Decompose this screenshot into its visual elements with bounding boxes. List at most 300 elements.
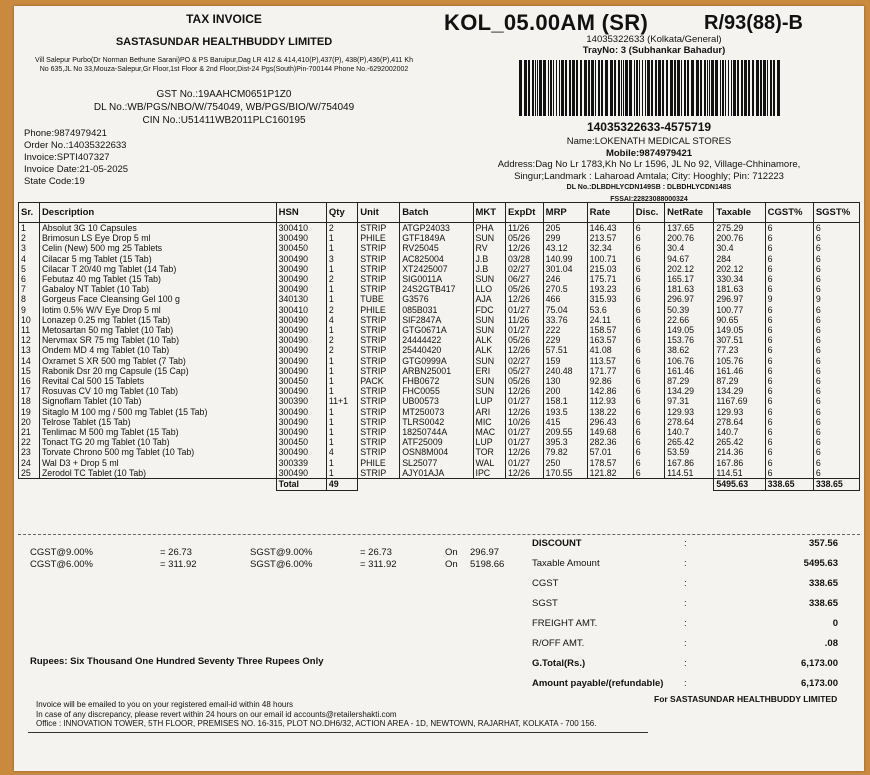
address-line-1: Address:Dag No Lr 1783,Kh No Lr 1596, JL No 92, Village-Chhinamore, — [497, 159, 801, 170]
table-cell: SUN — [473, 356, 505, 366]
table-header-row — [19, 203, 860, 223]
table-cell: 05/26 — [505, 284, 543, 294]
table-cell: PHA — [473, 223, 505, 234]
table-cell: 167.86 — [665, 458, 714, 468]
table-cell: 300490 — [276, 284, 326, 294]
shipping-address — [434, 136, 864, 205]
table-cell: 05/26 — [505, 233, 543, 243]
summary-label: R/OFF AMT. — [532, 638, 585, 649]
table-cell: 163.57 — [587, 335, 633, 345]
table-cell: 6 — [765, 335, 813, 345]
table-row — [19, 315, 860, 325]
table-cell: Gabaloy NT Tablet (10 Tab) — [39, 284, 276, 294]
table-cell: 6 — [633, 264, 664, 274]
barcode-bar — [700, 60, 702, 116]
table-cell: 6 — [813, 274, 859, 284]
table-cell: 300490 — [276, 325, 326, 335]
table-cell: 6 — [813, 335, 859, 345]
table-row — [19, 386, 860, 396]
summary-row — [526, 598, 856, 618]
table-row — [19, 366, 860, 376]
barcode-bar — [572, 60, 575, 116]
table-cell: RV — [473, 243, 505, 253]
table-cell: RV25045 — [400, 243, 473, 253]
barcode-bar — [709, 60, 710, 116]
table-cell: 149.05 — [714, 325, 765, 335]
column-header: Unit — [358, 203, 400, 223]
table-cell: 6 — [633, 254, 664, 264]
summary-value: 338.65 — [808, 598, 838, 609]
table-cell: SUN — [473, 315, 505, 325]
table-cell: 6 — [633, 386, 664, 396]
table-cell: 121.82 — [587, 468, 633, 479]
table-cell: 6 — [765, 223, 813, 234]
barcode-bar — [642, 60, 643, 116]
summary-value: .08 — [824, 638, 838, 649]
table-cell: SUN — [473, 325, 505, 335]
table-cell: 6 — [633, 335, 664, 345]
table-cell: 57.01 — [587, 447, 633, 457]
barcode-bar — [621, 60, 622, 116]
route-ref: R/93(88)-B — [704, 12, 803, 34]
table-cell: 142.86 — [587, 386, 633, 396]
table-cell: 1 — [326, 376, 357, 386]
table-cell: 6 — [765, 315, 813, 325]
table-cell: Wal D3 + Drop 5 ml — [39, 458, 276, 468]
summary-label: DISCOUNT — [532, 538, 582, 549]
table-cell: 105.76 — [714, 356, 765, 366]
table-cell: 9 — [19, 305, 40, 315]
table-row — [19, 264, 860, 274]
column-header: Batch — [400, 203, 473, 223]
table-cell: 2 — [326, 274, 357, 284]
table-cell: 6 — [765, 345, 813, 355]
table-cell: 134.29 — [665, 386, 714, 396]
table-cell: 161.46 — [714, 366, 765, 376]
table-cell: PACK — [358, 376, 400, 386]
barcode-bar — [532, 60, 534, 116]
table-cell: 05/27 — [505, 366, 543, 376]
table-cell: ERI — [473, 366, 505, 376]
table-cell: J.B — [473, 254, 505, 264]
table-cell: 296.97 — [714, 294, 765, 304]
column-header: HSN — [276, 203, 326, 223]
table-cell: 2 — [326, 305, 357, 315]
table-cell: 129.93 — [665, 407, 714, 417]
table-cell: 6 — [813, 356, 859, 366]
table-cell: WAL — [473, 458, 505, 468]
table-cell: 181.63 — [714, 284, 765, 294]
table-cell: 114.51 — [714, 468, 765, 479]
table-cell: 11 — [19, 325, 40, 335]
barcode-bar — [763, 60, 766, 116]
invoice-paper — [14, 6, 864, 771]
table-cell: 300490 — [276, 264, 326, 274]
table-cell: 57.51 — [543, 345, 587, 355]
table-cell: 18 — [19, 396, 40, 406]
barcode-bar — [636, 60, 638, 116]
table-cell: 284 — [714, 254, 765, 264]
address-line-2: Singur;Landmark : Laharoad Amtala; City: Hooghly; Pin: 712223 — [514, 170, 784, 182]
table-cell: 10 — [19, 315, 40, 325]
table-cell: 6 — [633, 356, 664, 366]
table-cell: 193.5 — [543, 407, 587, 417]
table-cell: 30.4 — [665, 243, 714, 253]
table-cell: 340130 — [276, 294, 326, 304]
table-row — [19, 305, 860, 315]
footer-line-1: Invoice will be emailed to you on your registered email-id within 48 hours — [36, 700, 294, 709]
table-cell: 1 — [326, 243, 357, 253]
table-row — [19, 407, 860, 417]
items-table — [18, 202, 860, 491]
table-cell: 87.29 — [665, 376, 714, 386]
table-cell: 300490 — [276, 468, 326, 479]
barcode-bar — [629, 60, 632, 116]
table-cell: 1 — [326, 233, 357, 243]
column-header: Taxable — [714, 203, 765, 223]
table-cell: 1167.69 — [714, 396, 765, 406]
table-cell: 14 — [19, 356, 40, 366]
table-cell: 32.34 — [587, 243, 633, 253]
table-cell: 4 — [326, 447, 357, 457]
company-name: SASTASUNDAR HEALTHBUDDY LIMITED — [115, 36, 333, 48]
table-cell: 25 — [19, 468, 40, 479]
table-cell: ALK — [473, 345, 505, 355]
summary-value: 0 — [832, 618, 838, 629]
table-cell: 2 — [326, 223, 357, 234]
table-cell: STRIP — [358, 223, 400, 234]
barcode-bar — [591, 60, 594, 116]
summary-value: 357.56 — [808, 538, 838, 549]
summary-colon: : — [684, 618, 687, 629]
table-row — [19, 284, 860, 294]
column-header: Description — [39, 203, 276, 223]
barcode-bar — [539, 60, 542, 116]
table-cell: 240.48 — [543, 366, 587, 376]
invoice-title: TAX INVOICE — [186, 12, 262, 26]
cin-number: CIN No.:U51411WB2011PLC160195 — [142, 115, 306, 126]
table-cell: 6 — [633, 294, 664, 304]
table-cell: TOR — [473, 447, 505, 457]
table-cell: 6 — [765, 458, 813, 468]
table-row — [19, 468, 860, 479]
table-cell: Cilacar 5 mg Tablet (15 Tab) — [39, 254, 276, 264]
column-header: CGST% — [765, 203, 813, 223]
table-cell: 8 — [19, 294, 40, 304]
table-cell: 24 — [19, 458, 40, 468]
table-cell: 296.97 — [665, 294, 714, 304]
table-cell: SUN — [473, 386, 505, 396]
invoice-number: Invoice:SPTI407327 — [24, 152, 110, 163]
table-cell: 222 — [543, 325, 587, 335]
table-cell: Tenlimac M 500 mg Tablet (15 Tab) — [39, 427, 276, 437]
table-cell: STRIP — [358, 407, 400, 417]
table-cell: 282.36 — [587, 437, 633, 447]
table-row — [19, 447, 860, 457]
table-cell: 6 — [633, 376, 664, 386]
barcode-bar — [655, 60, 657, 116]
barcode-bar — [548, 60, 549, 116]
table-cell: Telrose Tablet (15 Tab) — [39, 417, 276, 427]
table-cell: 159 — [543, 356, 587, 366]
summary-row — [526, 638, 856, 658]
customer-fssai: FSSAI:22823088000324 — [610, 195, 688, 203]
table-cell: 9 — [813, 294, 859, 304]
table-cell: 395.3 — [543, 437, 587, 447]
table-cell: 300390 — [276, 396, 326, 406]
on6-value: 5198.66 — [470, 559, 505, 570]
table-cell: STRIP — [358, 396, 400, 406]
order-number: Order No.:14035322633 — [24, 140, 127, 151]
table-cell: 158.57 — [587, 325, 633, 335]
table-cell: 6 — [633, 447, 664, 457]
table-cell: LUP — [473, 437, 505, 447]
table-cell: 161.46 — [665, 366, 714, 376]
column-header: Qty — [326, 203, 357, 223]
table-cell: 175.71 — [587, 274, 633, 284]
footer-line-3: Office : INNOVATION TOWER, 5TH FLOOR, PREMISES NO. 16-315, PLOT NO.DH6/32, ACTION AREA - 1D, NEWTOWN, RAJARHAT, KOLKATA - 700 156. — [36, 719, 597, 728]
table-cell: 3 — [326, 254, 357, 264]
total-qty: 49 — [326, 479, 357, 491]
table-cell: 229 — [543, 335, 587, 345]
table-cell: Rabonik Dsr 20 mg Capsule (15 Cap) — [39, 366, 276, 376]
barcode-bar — [756, 60, 759, 116]
table-cell: 300490 — [276, 315, 326, 325]
barcode-bar — [770, 60, 772, 116]
table-row — [19, 427, 860, 437]
barcode-bar — [662, 60, 664, 116]
table-cell: 01/27 — [505, 396, 543, 406]
table-cell: 11/26 — [505, 315, 543, 325]
table-cell: 6 — [765, 396, 813, 406]
barcode-bar — [722, 60, 724, 116]
table-cell: 6 — [765, 427, 813, 437]
barcode-bar — [595, 60, 596, 116]
barcode-bar — [684, 60, 686, 116]
table-cell: 170.55 — [543, 468, 587, 479]
barcode-bar — [737, 60, 739, 116]
table-cell: 085B031 — [400, 305, 473, 315]
table-cell: 265.42 — [665, 437, 714, 447]
table-cell: 12/26 — [505, 345, 543, 355]
table-cell: 1 — [326, 468, 357, 479]
barcode-bar — [777, 60, 780, 116]
table-cell: 1 — [326, 294, 357, 304]
table-cell: STRIP — [358, 417, 400, 427]
table-cell: 6 — [813, 386, 859, 396]
order-location: 14035322633 (Kolkata/General) — [586, 34, 722, 45]
barcode-bar — [645, 60, 646, 116]
table-cell: Cilacar T 20/40 mg Tablet (14 Tab) — [39, 264, 276, 274]
customer-name: Name:LOKENATH MEDICAL STORES — [566, 136, 732, 147]
table-cell: 167.86 — [714, 458, 765, 468]
column-header: MKT — [473, 203, 505, 223]
barcode-bar — [752, 60, 754, 116]
table-cell: 41.08 — [587, 345, 633, 355]
table-cell: Iotim 0.5% W/V Eye Drop 5 ml — [39, 305, 276, 315]
barcode-bar — [553, 60, 554, 116]
summary-value: 5495.63 — [803, 558, 838, 569]
table-cell: 202.12 — [714, 264, 765, 274]
table-cell: 12/26 — [505, 407, 543, 417]
table-cell: 6 — [813, 427, 859, 437]
table-cell: LUP — [473, 396, 505, 406]
table-cell: 15 — [19, 366, 40, 376]
table-cell: 213.57 — [587, 233, 633, 243]
table-cell: 1 — [326, 437, 357, 447]
column-header: SGST% — [813, 203, 859, 223]
table-cell: GTF1849A — [400, 233, 473, 243]
table-cell: 5 — [19, 264, 40, 274]
table-row — [19, 458, 860, 468]
barcode-bar — [677, 60, 680, 116]
table-cell: AJA — [473, 294, 505, 304]
table-cell: 6 — [765, 386, 813, 396]
barcode-bar — [614, 60, 616, 116]
table-cell: 6 — [633, 274, 664, 284]
sgst9-label: SGST@9.00% — [250, 547, 313, 558]
table-cell: 1 — [326, 386, 357, 396]
barcode-bar — [687, 60, 689, 116]
table-cell: 6 — [765, 243, 813, 253]
on6-label: On — [445, 559, 458, 570]
barcode-bar — [565, 60, 567, 116]
table-cell: 200.76 — [665, 233, 714, 243]
table-cell: Oxramet S XR 500 mg Tablet (7 Tab) — [39, 356, 276, 366]
barcode-bar — [601, 60, 603, 116]
table-cell: 140.7 — [714, 427, 765, 437]
table-cell: 200.76 — [714, 233, 765, 243]
table-cell: MT250073 — [400, 407, 473, 417]
table-cell: 6 — [813, 243, 859, 253]
table-cell: G3576 — [400, 294, 473, 304]
table-cell: 23 — [19, 447, 40, 457]
total-sgst: 338.65 — [813, 479, 859, 491]
on9-label: On — [445, 547, 458, 558]
summary-block — [526, 538, 856, 704]
table-cell: MAC — [473, 427, 505, 437]
table-cell: 94.67 — [665, 254, 714, 264]
table-cell: 6 — [765, 305, 813, 315]
invoice-header-left — [14, 6, 434, 201]
table-cell: 6 — [813, 233, 859, 243]
table-cell: Brimosun LS Eye Drop 5 ml — [39, 233, 276, 243]
table-cell: 278.64 — [665, 417, 714, 427]
table-cell: 300490 — [276, 254, 326, 264]
table-cell: AJY01AJA — [400, 468, 473, 479]
table-cell: 1 — [326, 407, 357, 417]
table-cell: 6 — [765, 325, 813, 335]
table-cell: 53.6 — [587, 305, 633, 315]
table-cell: Gorgeus Face Cleansing Gel 100 g — [39, 294, 276, 304]
table-cell: 296.43 — [587, 417, 633, 427]
table-cell: 6 — [765, 447, 813, 457]
table-cell: 01/27 — [505, 437, 543, 447]
table-cell: 75.04 — [543, 305, 587, 315]
summary-colon: : — [684, 638, 687, 649]
table-cell: Torvate Chrono 500 mg Tablet (10 Tab) — [39, 447, 276, 457]
table-cell: 6 — [765, 468, 813, 479]
barcode-bar — [647, 60, 650, 116]
barcode-number: 14035322633-4575719 — [586, 120, 712, 134]
summary-row — [526, 558, 856, 578]
table-cell: 100.77 — [714, 305, 765, 315]
table-cell: 6 — [765, 254, 813, 264]
table-cell: 300490 — [276, 335, 326, 345]
table-cell: 01/27 — [505, 325, 543, 335]
table-cell: 21 — [19, 427, 40, 437]
table-cell: 6 — [765, 264, 813, 274]
table-cell: 33.76 — [543, 315, 587, 325]
table-cell: 7 — [19, 284, 40, 294]
table-body — [19, 223, 860, 479]
table-cell: 466 — [543, 294, 587, 304]
table-cell: 106.76 — [665, 356, 714, 366]
table-cell: 6 — [813, 254, 859, 264]
table-cell: 6 — [765, 437, 813, 447]
table-cell: PHILE — [358, 458, 400, 468]
barcode-bar — [556, 60, 557, 116]
column-header: NetRate — [665, 203, 714, 223]
table-cell: 12/26 — [505, 386, 543, 396]
table-cell: 137.65 — [665, 223, 714, 234]
barcode-bar — [528, 60, 530, 116]
table-cell: FHC0055 — [400, 386, 473, 396]
barcode-bar — [569, 60, 571, 116]
barcode-bar — [704, 60, 706, 116]
table-cell: 300490 — [276, 366, 326, 376]
table-cell: STRIP — [358, 335, 400, 345]
footer-line-2: In case of any discrepancy, please revert within 24 hours on our email id accounts@retailershakti.com — [36, 709, 397, 719]
table-cell: STRIP — [358, 386, 400, 396]
table-cell: 97.31 — [665, 396, 714, 406]
table-cell: 270.5 — [543, 284, 587, 294]
table-row — [19, 437, 860, 447]
table-row — [19, 294, 860, 304]
table-cell: 165.17 — [665, 274, 714, 284]
summary-colon: : — [684, 658, 687, 669]
table-cell: 6 — [633, 284, 664, 294]
barcode-bar — [559, 60, 560, 116]
summary-colon: : — [684, 578, 687, 589]
barcode-bar — [618, 60, 620, 116]
table-row — [19, 335, 860, 345]
table-cell: 202.12 — [665, 264, 714, 274]
table-cell: 77.23 — [714, 345, 765, 355]
barcode-bar — [728, 60, 729, 116]
barcode-bar — [725, 60, 726, 116]
table-cell: 300490 — [276, 417, 326, 427]
table-row — [19, 356, 860, 366]
table-cell: 6 — [813, 325, 859, 335]
table-cell: STRIP — [358, 447, 400, 457]
summary-label: Taxable Amount — [532, 558, 600, 569]
table-cell: 06/27 — [505, 274, 543, 284]
table-cell: ATF25009 — [400, 437, 473, 447]
table-cell: 134.29 — [714, 386, 765, 396]
table-cell: 01/27 — [505, 305, 543, 315]
table-row — [19, 243, 860, 253]
total-taxable: 5495.63 — [714, 479, 765, 491]
barcode-bar — [550, 60, 552, 116]
table-cell: 6 — [19, 274, 40, 284]
table-row — [19, 396, 860, 406]
table-cell: 158.1 — [543, 396, 587, 406]
table-cell: 6 — [813, 264, 859, 274]
table-cell: 22 — [19, 437, 40, 447]
summary-row — [526, 578, 856, 598]
table-cell: SL25077 — [400, 458, 473, 468]
